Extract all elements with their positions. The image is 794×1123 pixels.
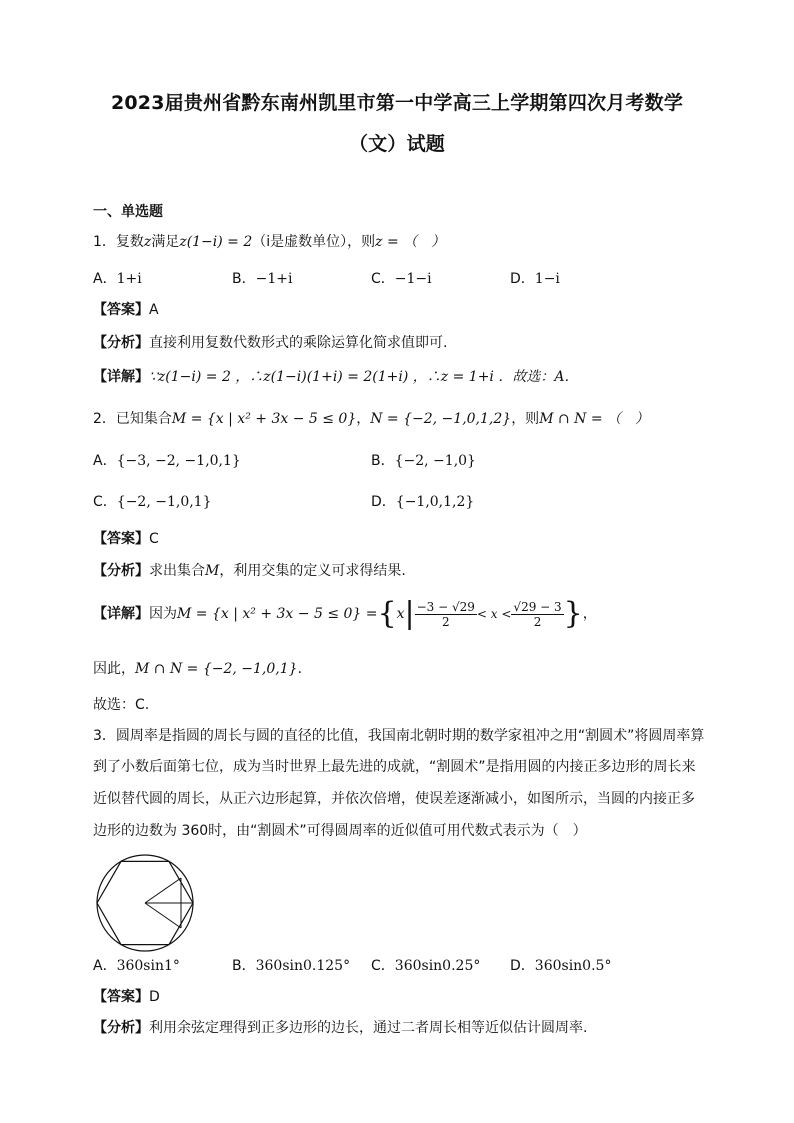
right-brace-icon: } bbox=[563, 596, 583, 631]
q3-option-d bbox=[510, 957, 611, 975]
q3-stem-line-2: 到了小数后面第七位，成为当时世界上最先进的成就，“割圆术”是指用圆的内接正多边形的周长来 bbox=[93, 759, 696, 775]
option-letter: A． bbox=[93, 958, 117, 974]
q2-option-d bbox=[371, 493, 474, 511]
q2-analysis bbox=[93, 562, 406, 580]
q3-stem-line-4: 边形的边数为 360时，由“割圆术”可得圆周率的近似值可用代数式表示为（ ） bbox=[93, 823, 587, 839]
detail-tag: 【详解】 bbox=[93, 369, 149, 385]
q2-set-m: M = {x | x² + 3x − 5 ≤ 0} bbox=[171, 411, 357, 427]
q1-option-b bbox=[232, 270, 292, 288]
document-title-line-2: （文）试题 bbox=[348, 133, 445, 155]
fraction-numerator: −3 − √29 bbox=[416, 599, 475, 614]
q1-detail bbox=[93, 368, 578, 386]
answer-tag: 【答案】 bbox=[93, 989, 149, 1005]
option-value: 360sin0.25° bbox=[394, 958, 481, 974]
fraction-lower-bound bbox=[415, 600, 477, 629]
q1-stem-text-d: z = （ ） bbox=[375, 234, 446, 250]
q1-option-d bbox=[510, 270, 560, 288]
analysis-set-m: M bbox=[205, 563, 220, 579]
option-value: {−3, −2, −1,0,1} bbox=[116, 453, 241, 469]
option-value: {−1,0,1,2} bbox=[395, 494, 475, 510]
option-letter: B． bbox=[371, 453, 395, 469]
detail-inequality: < x < bbox=[476, 607, 512, 621]
option-letter: D． bbox=[510, 271, 535, 287]
left-brace-icon: { bbox=[377, 596, 397, 631]
radius-line bbox=[145, 878, 181, 903]
q2-stem: 2．已知集合M = {x | x² + 3x − 5 ≤ 0}，N = {−2, −1,0,1,2}，则M ∩ N = （ ） bbox=[93, 411, 650, 427]
q1-option-c bbox=[371, 270, 432, 288]
q3-stem-line-1: 3．圆周率是指圆的周长与圆的直径的比值，我国南北朝时期的数学家祖冲之用“割圆术”将圆周率算 bbox=[93, 728, 705, 744]
q2-option-c bbox=[93, 493, 212, 511]
analysis-tag: 【分析】 bbox=[93, 335, 149, 351]
fraction-denominator: 2 bbox=[533, 614, 542, 629]
analysis-text: 直接利用复数代数形式的乘除运算化简求值即可. bbox=[149, 335, 448, 351]
document-title-line-1: 2023届贵州省黔东南州凯里市第一中学高三上学期第四次月考数学 bbox=[110, 92, 684, 114]
q3-stem-line-3: 近似替代圆的周长，从正六边形起算，并依次倍增，使误差逐渐减小，如图所示，当圆的内接正多 bbox=[93, 791, 695, 807]
option-letter: B． bbox=[232, 958, 256, 974]
q3-answer bbox=[93, 988, 160, 1006]
option-value: −1−i bbox=[394, 271, 432, 287]
answer-tag: 【答案】 bbox=[93, 302, 149, 318]
analysis-tag: 【分析】 bbox=[93, 1020, 149, 1036]
q3-option-a bbox=[93, 957, 180, 975]
detail-text-a: 因为 bbox=[149, 606, 177, 622]
inscribed-polygon-figure bbox=[93, 853, 199, 953]
option-value: {−2, −1,0} bbox=[394, 453, 476, 469]
q2-choose: 故选：C. bbox=[93, 697, 150, 713]
q1-stem-text-a: 1．复数 bbox=[93, 234, 144, 250]
answer-value: D bbox=[149, 989, 160, 1005]
option-letter: C． bbox=[93, 494, 117, 510]
option-letter: A． bbox=[93, 271, 117, 287]
option-letter: A． bbox=[93, 453, 117, 469]
option-value: {−2, −1,0,1} bbox=[116, 494, 212, 510]
fraction-upper-bound bbox=[511, 600, 563, 629]
q2-detail: 【详解】因为M = {x | x² + 3x − 5 ≤ 0} ={x| $\frac{-3 - √29}{2}$ < x < $\frac{√29 - 3}{2}$ }， bbox=[93, 596, 597, 631]
option-letter: C． bbox=[371, 958, 395, 974]
q2-stem-text-b: ，则 bbox=[511, 411, 540, 427]
answer-value: A bbox=[149, 302, 159, 318]
conclusion-text: 因此， bbox=[93, 661, 135, 677]
analysis-text-b: ，利用交集的定义可求得结果. bbox=[219, 563, 406, 579]
q1-variable-z: z bbox=[143, 234, 152, 250]
detail-set-m: M = {x | x² + 3x − 5 ≤ 0} = bbox=[177, 606, 378, 622]
fraction-denominator: 2 bbox=[441, 614, 450, 629]
section-heading: 一、单选题 bbox=[93, 204, 163, 220]
detail-text: ∵z(1−i) = 2 ，∴z(1−i)(1+i) = 2(1+i) ，∴z = 1+i ．故选：A． bbox=[149, 369, 579, 385]
conclusion-set: M ∩ N = {−2, −1,0,1} bbox=[135, 661, 298, 677]
q1-option-a bbox=[93, 270, 142, 288]
option-letter: C． bbox=[371, 271, 395, 287]
option-value: 1−i bbox=[534, 271, 560, 287]
analysis-text-a: 求出集合 bbox=[149, 563, 205, 579]
option-letter: D． bbox=[371, 494, 396, 510]
q2-option-b bbox=[371, 452, 476, 470]
option-value: 1+i bbox=[116, 271, 142, 287]
option-value: 360sin0.5° bbox=[534, 958, 612, 974]
q1-stem-text-c: （i是虚数单位），则 bbox=[252, 234, 376, 250]
q1-equation: z(1−i) = 2 bbox=[179, 234, 253, 250]
option-value: 360sin1° bbox=[116, 958, 180, 974]
q3-option-c bbox=[371, 957, 480, 975]
q1-analysis bbox=[93, 334, 447, 352]
q2-stem-text-a: 2．已知集合 bbox=[93, 411, 172, 427]
q2-answer bbox=[93, 530, 159, 548]
q1-answer bbox=[93, 301, 159, 319]
answer-value: C bbox=[149, 531, 159, 547]
analysis-tag: 【分析】 bbox=[93, 563, 149, 579]
answer-tag: 【答案】 bbox=[93, 531, 149, 547]
detail-tag: 【详解】 bbox=[93, 606, 149, 622]
analysis-text: 利用余弦定理得到正多边形的边长，通过二者周长相等近似估计圆周率. bbox=[149, 1020, 588, 1036]
option-value: −1+i bbox=[255, 271, 293, 287]
detail-x: x bbox=[396, 606, 405, 622]
q3-analysis bbox=[93, 1019, 587, 1037]
q2-conclusion: 因此，M ∩ N = {−2, −1,0,1}． bbox=[93, 661, 312, 677]
option-letter: D． bbox=[510, 958, 535, 974]
q2-option-a bbox=[93, 452, 241, 470]
q1-stem-text-b: 满足 bbox=[151, 234, 180, 250]
radius-line bbox=[145, 903, 181, 928]
divider-bar-icon: | bbox=[404, 596, 415, 631]
option-value: 360sin0.125° bbox=[255, 958, 351, 974]
q1-stem bbox=[93, 233, 445, 251]
option-letter: B． bbox=[232, 271, 256, 287]
q2-set-n: N = {−2, −1,0,1,2} bbox=[370, 411, 512, 427]
fraction-numerator: √29 − 3 bbox=[513, 599, 562, 614]
q3-option-b bbox=[232, 957, 350, 975]
q2-stem-text-c: M ∩ N = （ ） bbox=[539, 411, 650, 427]
